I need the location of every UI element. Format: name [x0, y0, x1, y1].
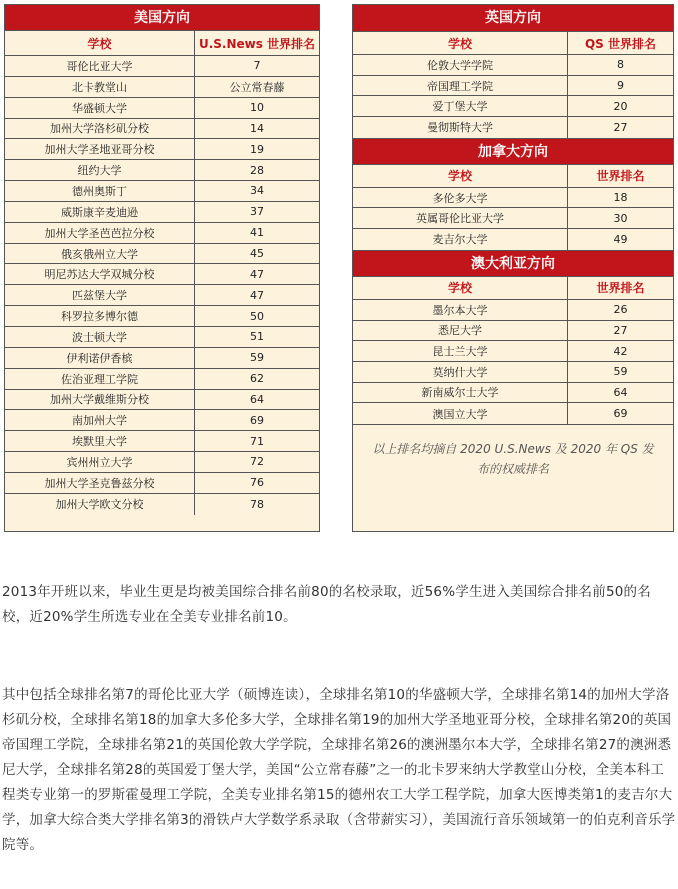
us-school-cell: 加州大学欧文分校	[5, 494, 195, 515]
au-rank-cell: 69	[613, 407, 628, 421]
us-school-cell: 哥伦比亚大学	[5, 56, 195, 76]
uk-table-row	[353, 76, 673, 97]
ca-table-row	[353, 229, 673, 250]
us-school-cell: 伊利诺伊香槟	[5, 348, 195, 368]
uk-rank-cell: 9	[617, 79, 624, 93]
us-school-cell: 加州大学圣地亚哥分校	[5, 139, 195, 159]
us-rank-cell: 28	[250, 163, 264, 177]
ca-school-cell: 麦吉尔大学	[353, 229, 568, 250]
us-school-cell: 威斯康辛麦迪逊	[5, 202, 195, 222]
au-table-row	[353, 383, 673, 404]
table-gap	[320, 4, 352, 532]
us-rank-cell: 76	[250, 476, 264, 490]
us-table-row	[5, 264, 319, 285]
us-col-rank: U.S.News 世界排名	[198, 36, 316, 51]
us-rank-cell: 19	[250, 142, 264, 156]
us-rank-cell: 公立常春藤	[229, 80, 285, 94]
uk-rank-cell: 8	[617, 58, 624, 72]
ca-rank-cell: 49	[613, 232, 628, 246]
us-rank-cell: 78	[250, 497, 264, 511]
au-table-row	[353, 403, 673, 424]
ca-table-row	[353, 188, 673, 209]
uk-ca-au-rankings-table	[352, 4, 674, 532]
au-rank-cell: 27	[613, 323, 628, 337]
au-school-cell: 澳国立大学	[353, 403, 568, 424]
uk-table-row	[353, 96, 673, 117]
us-rank-cell: 62	[250, 372, 264, 386]
paragraph-admissions-summary: 2013年开班以来，毕业生更是均被美国综合排名前80的名校录取，近56%学生进入美国综合排名前50的名校，近20%学生所选专业在全美专业排名前10。	[2, 584, 651, 625]
us-rank-cell: 10	[250, 101, 264, 115]
au-school-cell: 墨尔本大学	[353, 300, 568, 320]
us-school-cell: 科罗拉多博尔德	[5, 306, 195, 326]
au-table-row	[353, 362, 673, 383]
us-school-cell: 加州大学圣克鲁兹分校	[5, 473, 195, 493]
us-rank-cell: 7	[253, 59, 261, 73]
ca-rows	[353, 188, 673, 250]
us-rankings-table	[4, 4, 320, 532]
us-rank-cell: 69	[250, 413, 264, 427]
us-school-cell: 南加州大学	[5, 410, 195, 430]
us-school-cell: 华盛顿大学	[5, 98, 195, 118]
us-table-row	[5, 410, 319, 431]
us-table-row	[5, 285, 319, 306]
us-table-row	[5, 223, 319, 244]
us-table-row	[5, 473, 319, 494]
ca-col-school: 学校	[353, 165, 568, 187]
ca-school-cell: 英属哥伦比亚大学	[353, 208, 568, 228]
us-rank-cell: 45	[250, 247, 264, 261]
uk-school-cell: 曼彻斯特大学	[353, 117, 568, 138]
us-rank-cell: 51	[250, 330, 264, 344]
ca-col-rank: 世界排名	[596, 169, 645, 184]
uk-table-row	[353, 117, 673, 138]
us-table-row	[5, 77, 319, 98]
us-school-cell: 加州大学洛杉矶分校	[5, 119, 195, 139]
ca-school-cell: 多伦多大学	[353, 188, 568, 208]
au-table-row	[353, 300, 673, 321]
us-table-row	[5, 369, 319, 390]
us-rank-cell: 50	[250, 309, 264, 323]
au-table-row	[353, 341, 673, 362]
uk-school-cell: 帝国理工学院	[353, 76, 568, 96]
us-table-row	[5, 119, 319, 140]
uk-table-row	[353, 55, 673, 76]
us-table-row	[5, 452, 319, 473]
au-table-title: 澳大利亚方向	[353, 250, 673, 277]
us-rank-cell: 47	[250, 288, 264, 302]
us-table-row	[5, 348, 319, 369]
us-table-row	[5, 98, 319, 119]
au-rank-cell: 59	[613, 365, 628, 379]
us-rank-cell: 71	[250, 434, 264, 448]
uk-col-rank: QS 世界排名	[584, 36, 657, 51]
us-school-cell: 北卡教堂山	[5, 77, 195, 97]
us-table-row	[5, 390, 319, 411]
us-table-row	[5, 181, 319, 202]
us-school-cell: 埃默里大学	[5, 431, 195, 451]
us-school-cell: 波士顿大学	[5, 327, 195, 347]
au-table-row	[353, 321, 673, 342]
uk-table-title: 英国方向	[353, 5, 673, 32]
ca-rank-cell: 30	[613, 211, 628, 225]
us-table-title: 美国方向	[5, 5, 319, 31]
us-table-row	[5, 139, 319, 160]
us-column-headers	[5, 31, 319, 56]
us-rank-cell: 64	[250, 392, 264, 406]
us-rank-cell: 14	[250, 121, 264, 135]
us-rank-cell: 47	[250, 267, 264, 281]
au-rank-cell: 26	[613, 303, 628, 317]
us-school-cell: 佐治亚理工学院	[5, 369, 195, 389]
au-rank-cell: 42	[613, 344, 628, 358]
us-rank-cell: 59	[250, 351, 264, 365]
us-table-row	[5, 160, 319, 181]
us-school-cell: 俄亥俄州立大学	[5, 244, 195, 264]
ca-rank-cell: 18	[613, 191, 628, 205]
ca-table-title: 加拿大方向	[353, 138, 673, 165]
ca-table-row	[353, 208, 673, 229]
us-rows	[5, 56, 319, 515]
us-table-row	[5, 56, 319, 77]
us-school-cell: 加州大学圣芭芭拉分校	[5, 223, 195, 243]
au-school-cell: 莫纳什大学	[353, 362, 568, 382]
us-school-cell: 纽约大学	[5, 160, 195, 180]
uk-rank-cell: 27	[613, 120, 628, 134]
us-school-cell: 宾州州立大学	[5, 452, 195, 472]
au-school-cell: 新南威尔士大学	[353, 383, 568, 403]
us-table-row	[5, 306, 319, 327]
us-col-school: 学校	[5, 31, 195, 55]
uk-column-headers	[353, 32, 673, 55]
au-col-rank: 世界排名	[596, 281, 645, 296]
paragraph-admissions-details: 其中包括全球排名第7的哥伦比亚大学（硕博连读），全球排名第10的华盛顿大学，全球排名第14的加州大学洛杉矶分校，全球排名第18的加拿大多伦多大学，全球排名第19的加州大学圣地亚哥分校，全球排名第20的英国帝国理工学院，全球排名第21的英国伦敦大学学院，全球排名第26的澳洲墨尔本大学，全球排名第27的澳洲悉尼大学，全球排名第28的英国爱丁堡大学，美国“公立常春藤”之一的北卡罗来纳大学教堂山分校，全美本科工程类专业第一的罗斯霍曼理工学院，全美专业排名第15的德州农工大学工程学院，加拿大医博类第1的麦吉尔大学，加拿大综合类大学排名第3的滑铁卢大学数学系录取（含带薪实习），美国流行音乐领域第一的伯克利音乐学院等。	[2, 687, 676, 853]
us-school-cell: 明尼苏达大学双城分校	[5, 264, 195, 284]
uk-school-cell: 伦敦大学学院	[353, 55, 568, 75]
us-table-row	[5, 202, 319, 223]
au-col-school: 学校	[353, 277, 568, 299]
ca-column-headers	[353, 165, 673, 188]
uk-school-cell: 爱丁堡大学	[353, 96, 568, 116]
us-rank-cell: 37	[250, 205, 264, 219]
uk-rows	[353, 55, 673, 138]
au-school-cell: 昆士兰大学	[353, 341, 568, 361]
us-table-row	[5, 431, 319, 452]
au-school-cell: 悉尼大学	[353, 321, 568, 341]
us-school-cell: 德州奥斯丁	[5, 181, 195, 201]
us-school-cell: 匹兹堡大学	[5, 285, 195, 305]
au-column-headers	[353, 277, 673, 300]
us-table-row	[5, 494, 319, 515]
au-rank-cell: 64	[613, 385, 628, 399]
uk-col-school: 学校	[353, 32, 568, 54]
us-table-row	[5, 327, 319, 348]
uk-rank-cell: 20	[613, 99, 628, 113]
us-rank-cell: 72	[250, 455, 264, 469]
us-school-cell: 加州大学戴维斯分校	[5, 390, 195, 410]
us-rank-cell: 41	[250, 226, 264, 240]
us-table-row	[5, 244, 319, 265]
us-rank-cell: 34	[250, 184, 264, 198]
au-rows	[353, 300, 673, 424]
ranking-source-note: 以上排名均摘自 2020 U.S.News 及 2020 年 QS 发布的权威排名	[353, 424, 673, 493]
